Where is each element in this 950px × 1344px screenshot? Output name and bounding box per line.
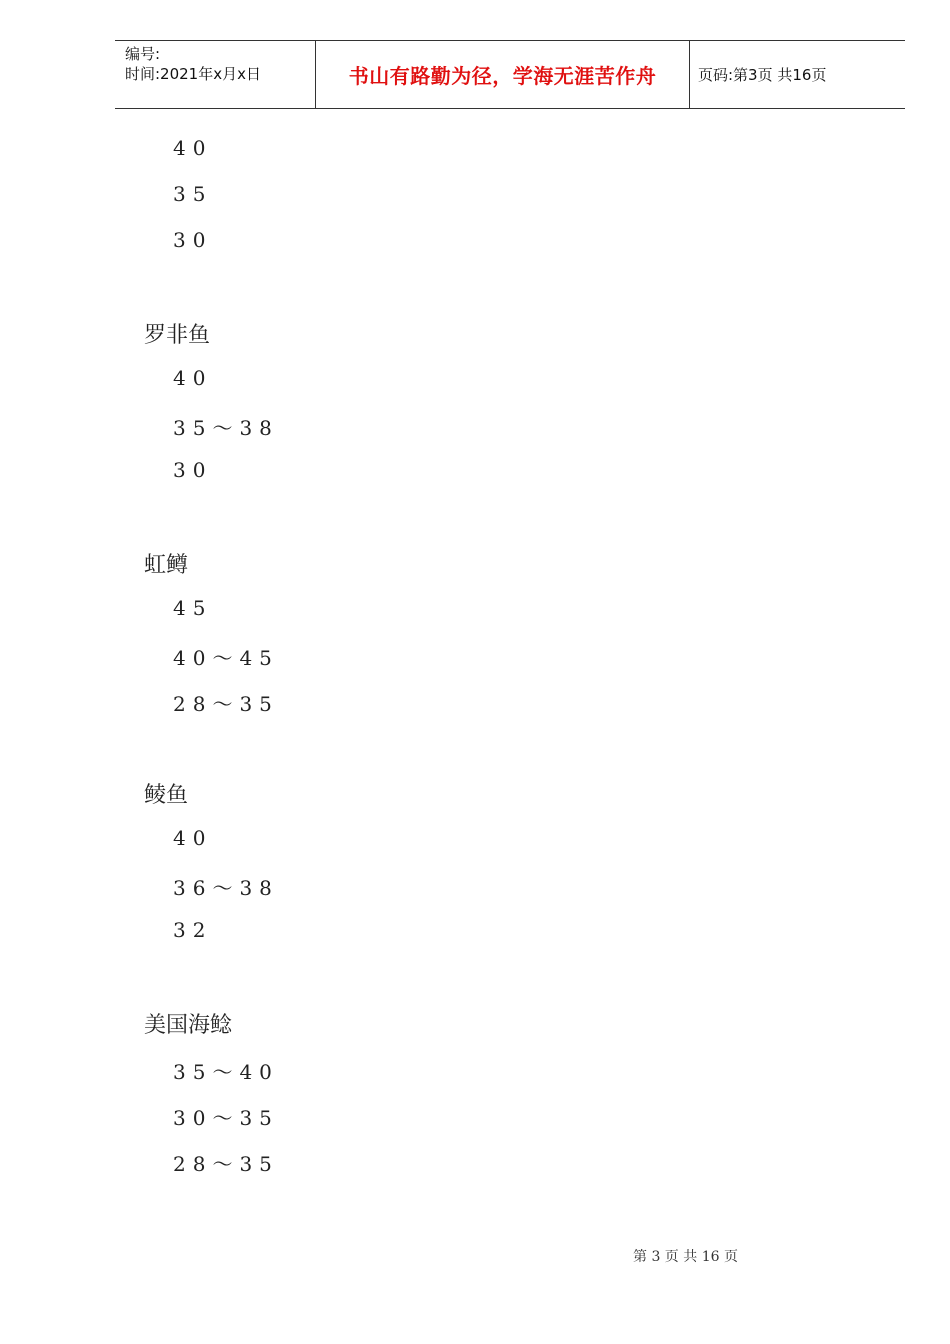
fish-name: 虹鳟 bbox=[144, 553, 189, 578]
fish-name: 罗非鱼 bbox=[144, 323, 211, 348]
value-line: 40 bbox=[173, 366, 213, 390]
fish-name: 美国海鲶 bbox=[144, 1013, 233, 1038]
value-line: 35～40 bbox=[173, 1060, 279, 1084]
document-time-label: 时间:2021年x月x日 bbox=[125, 65, 261, 83]
value-line: 35 bbox=[173, 182, 213, 206]
value-line: 40 bbox=[173, 826, 213, 850]
page-footer: 第 3 页 共 16 页 bbox=[633, 1249, 738, 1265]
value-line: 30～35 bbox=[173, 1106, 279, 1130]
header-page-info: 页码:第3页 共16页 bbox=[698, 66, 827, 84]
value-line: 30 bbox=[173, 458, 213, 482]
value-line: 40～45 bbox=[173, 646, 279, 670]
value-line: 28～35 bbox=[173, 692, 279, 716]
fish-name: 鲮鱼 bbox=[144, 783, 189, 808]
header-motto: 书山有路勤为径，学海无涯苦作舟 bbox=[348, 64, 657, 88]
value-line: 30 bbox=[173, 228, 213, 252]
value-line: 36～38 bbox=[173, 876, 279, 900]
value-line: 45 bbox=[173, 596, 213, 620]
document-number-label: 编号: bbox=[125, 45, 161, 63]
value-line: 28～35 bbox=[173, 1152, 279, 1176]
value-line: 40 bbox=[173, 136, 213, 160]
value-line: 35～38 bbox=[173, 416, 279, 440]
value-line: 32 bbox=[173, 918, 213, 942]
